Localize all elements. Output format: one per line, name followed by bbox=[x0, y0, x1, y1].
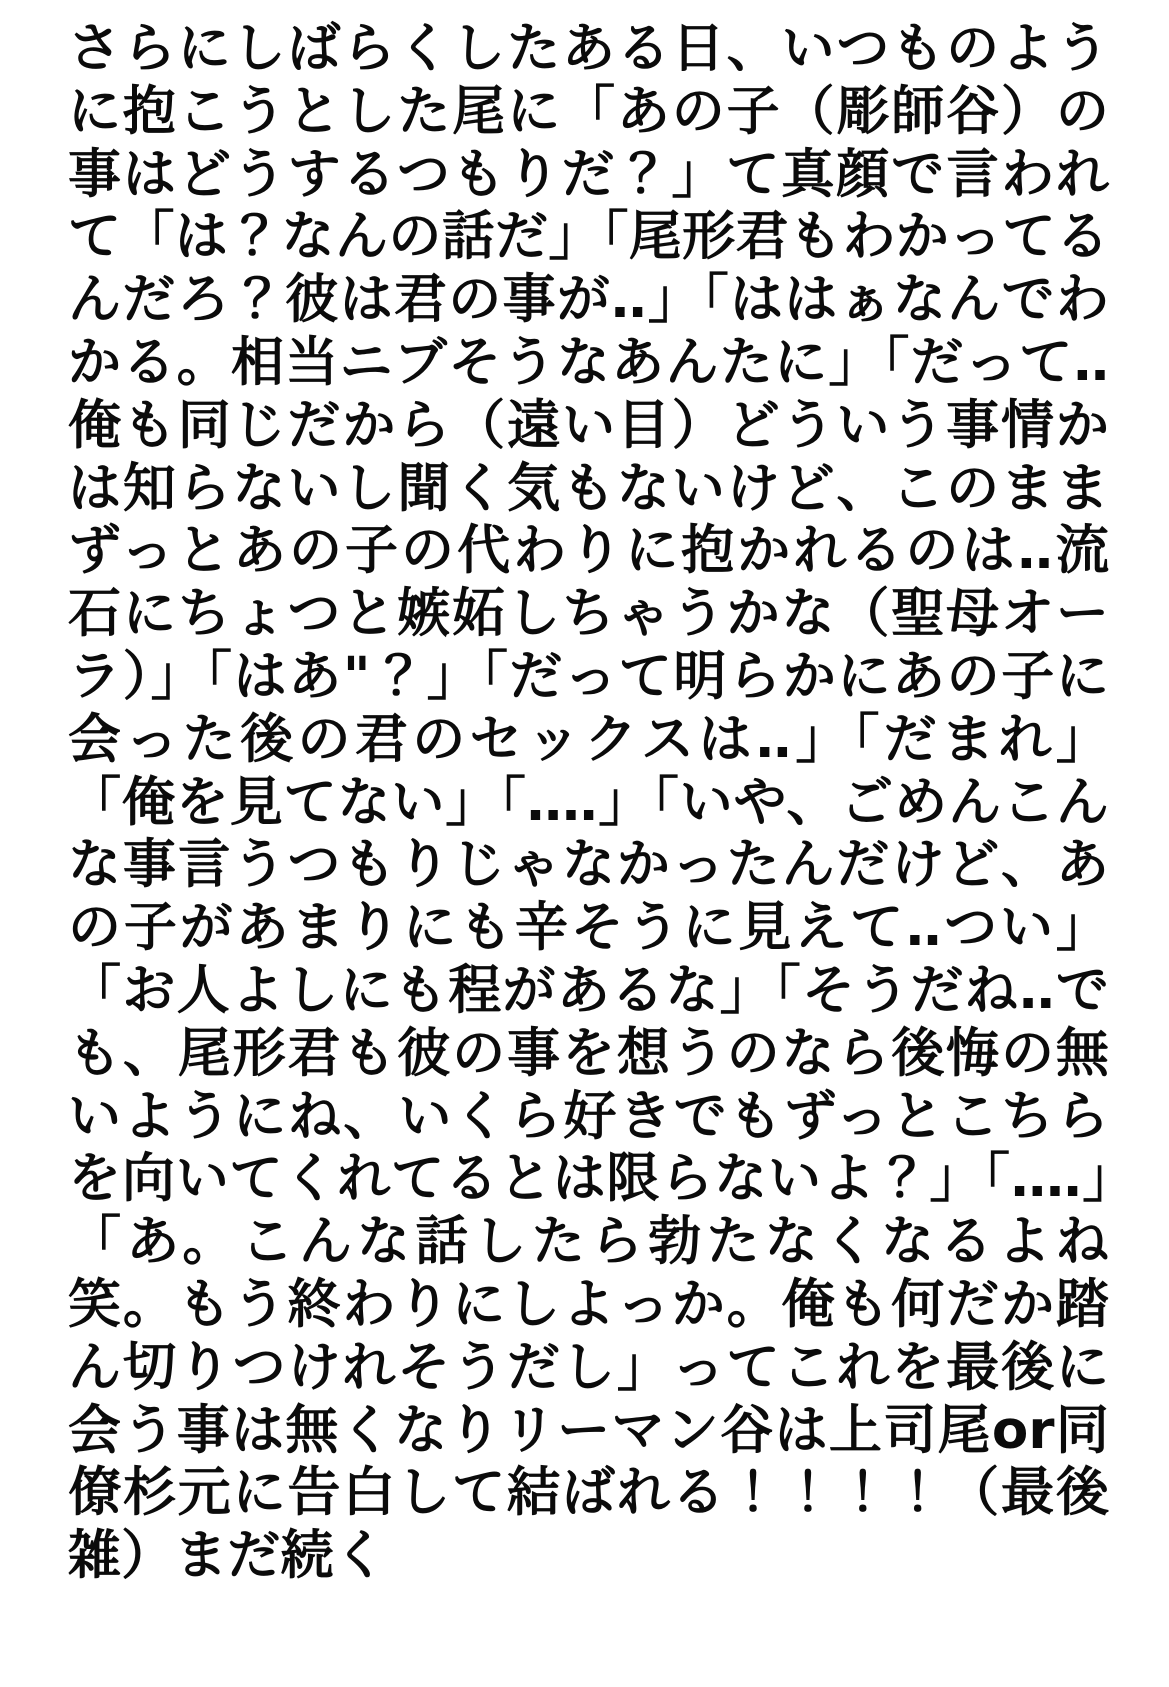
story-body-text: さらにしばらくしたある日、いつものように抱こうとした尾に「あの子（彫師谷）の事はどうするつもりだ？」て真顔で言われて「は？なんの話だ」「尾形君もわかってるんだろ？彼は君の事が‥」「ははぁなんでわかる。相当ニブそうなあんたに」「だって‥俺も同じだから（遠い目）どういう事情かは知らないし聞く気もないけど、このままずっとあの子の代わりに抱かれるのは‥流石にちょつと嫉妬しちゃうかな（聖母オーラ）」「はあ"？」「だって明らかにあの子に会った後の君のセックスは‥」「だまれ」「俺を見てない」「‥‥」「いや、ごめんこんな事言うつもりじゃなかったんだけど、あの子があまりにも辛そうに見えて‥つい」「お人よしにも程があるな」「そうだね‥でも、尾形君も彼の事を想うのなら後悔の無いようにね、いくら好きでもずっとこちらを向いてくれてるとは限らないよ？」「‥‥」「あ。こんな話したら勃たなくなるよね笑。もう終わりにしよっか。俺も何だか踏ん切りつけれそうだし」ってこれを最後に会う事は無くなりリーマン谷は上司尾or同僚杉元に告白して結ばれる！！！！（最後雑）まだ続く bbox=[68, 18, 1109, 1587]
